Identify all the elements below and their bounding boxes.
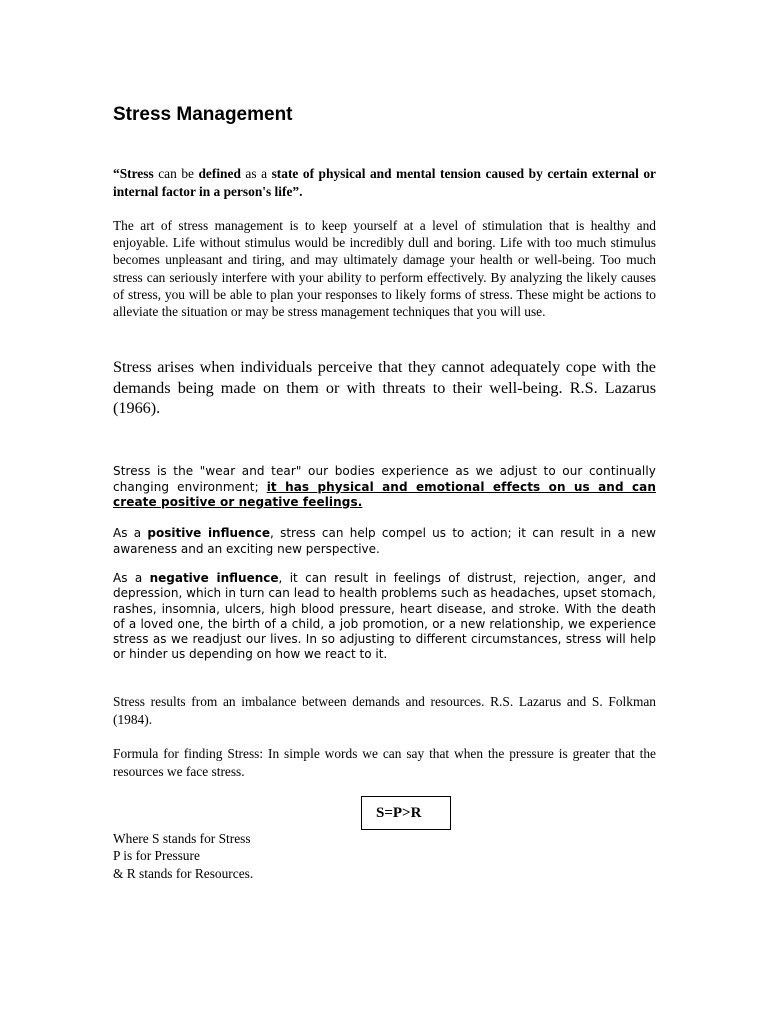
definition-keyword: defined xyxy=(198,166,241,181)
wear-and-tear-text: Stress is the "wear and tear" our bodies experience as we adjust to our continually changing environment; xyxy=(113,464,656,494)
legend-line: & R stands for Resources. xyxy=(113,865,254,881)
legend-line: P is for Pressure xyxy=(113,848,200,864)
formula-intro: Formula for finding Stress: In simple words we can say that when the pressure is greater that the resources we face stress. xyxy=(113,746,656,779)
art-of-stress-paragraph: The art of stress management is to keep yourself at a level of stimulation that is healthy and enjoyable. Life without stimulus would be incredibly dull and boring. Life with too much stimulus becomes unpleasant and tiring, and may ultimately damage your health or well-being. Too much stress can seriously interfere with your ability to perform effectively. By analyzing the likely causes of stress, you will be able to plan your responses to likely forms of stress. These might be actions to alleviate the situation or may be stress management techniques that you will use. xyxy=(113,218,656,320)
positive-influence-paragraph xyxy=(113,526,656,557)
positive-influence-term: positive influence xyxy=(147,526,270,540)
formula-box: S=P>R xyxy=(361,796,451,830)
definition-body: state of physical and mental tension caused by certain external or internal factor in a person's life”. xyxy=(113,166,656,199)
page-title: Stress Management xyxy=(113,104,293,125)
definition-text: can be xyxy=(153,166,199,181)
positive-pre: As a xyxy=(113,526,148,540)
definition-paragraph xyxy=(113,165,656,200)
negative-influence-paragraph xyxy=(113,571,656,663)
legend-line: Where S stands for Stress xyxy=(113,831,251,846)
lazarus-quote: Stress arises when individuals perceive that they cannot adequately cope with the demands being made on them or with threats to their well-being. R.S. Lazarus (1966). xyxy=(113,358,656,417)
wear-and-tear-emphasis: it has physical and emotional effects on us and can create positive or negative feelings. xyxy=(113,479,656,509)
imbalance-paragraph: Stress results from an imbalance between demands and resources. R.S. Lazarus and S. Folkman (1984). xyxy=(113,694,656,727)
open-quote: “ xyxy=(113,166,120,181)
positive-post: , stress can help compel us to action; it can result in a new awareness and an exciting new perspective. xyxy=(113,526,656,556)
negative-influence-term: negative influence xyxy=(149,571,279,585)
wear-and-tear-paragraph xyxy=(113,464,656,511)
definition-term: Stress xyxy=(119,166,154,181)
formula-legend xyxy=(113,830,253,882)
negative-post: , it can result in feelings of distrust, rejection, anger, and depression, which in turn can lead to health problems such as headaches, upset stomach, rashes, insomnia, ulcers, high blood pressure, heart disease, and stroke. With the death of a loved one, the birth of a child, a job promotion, or a new relationship, we experience stress as we readjust our lives. In so adjusting to different circumstances, stress will help or hinder us depending on how we react to it. xyxy=(113,571,656,662)
negative-pre: As a xyxy=(113,571,150,585)
definition-text: as a xyxy=(240,166,272,181)
